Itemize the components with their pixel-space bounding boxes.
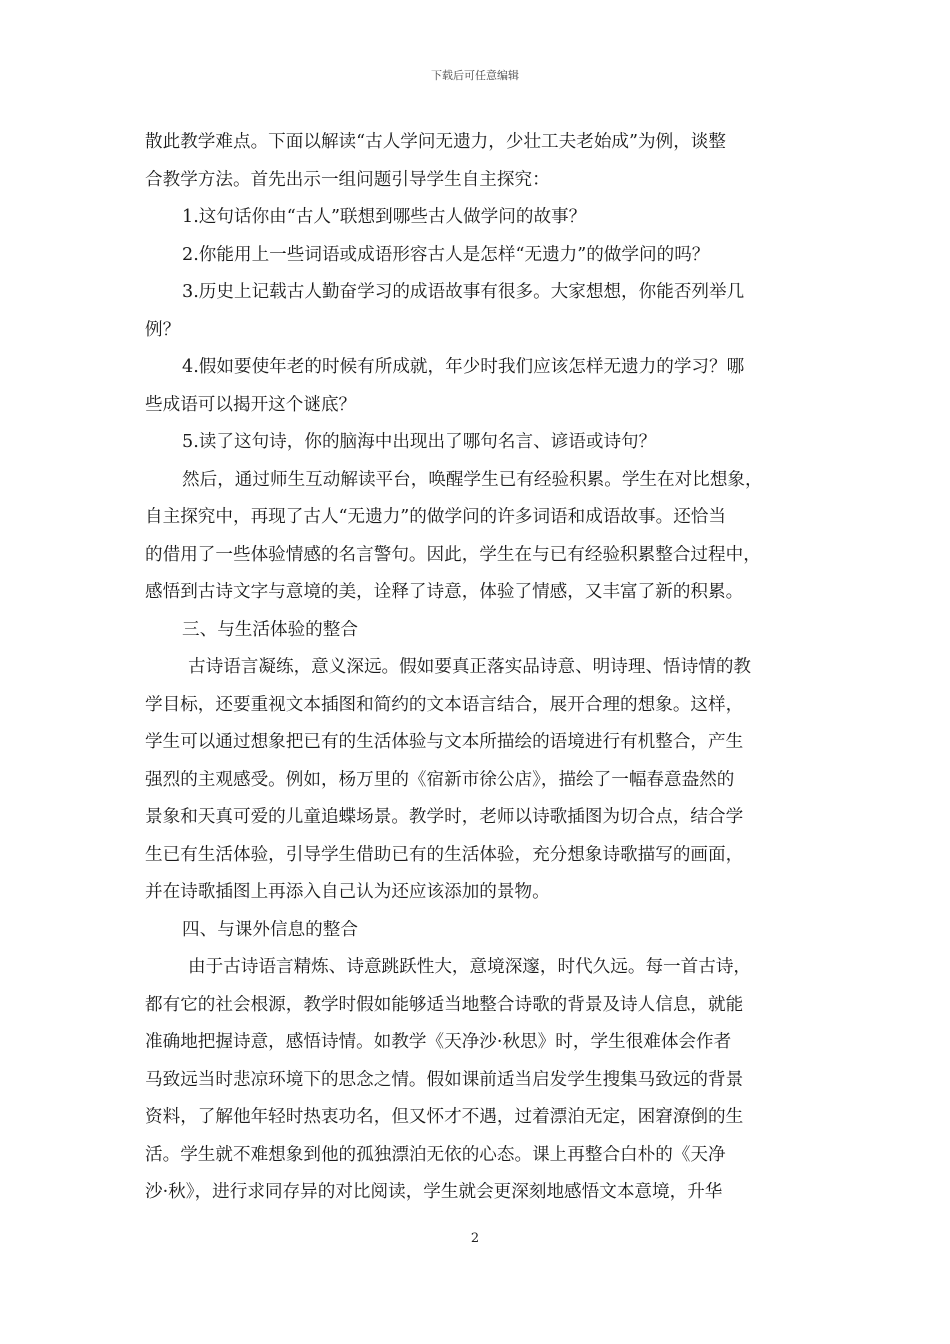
section-heading: 四、与课外信息的整合 xyxy=(182,919,358,940)
text-line: 景象和天真可爱的儿童追蝶场景。教学时，老师以诗歌插图为切合点，结合学 xyxy=(145,807,744,827)
text-line: 学目标，还要重视文本插图和简约的文本语言结合，展开合理的想象。这样， xyxy=(145,694,744,715)
document-body xyxy=(145,124,807,1212)
text-line: 沙·秋》，进行求同存异的对比阅读，学生就会更深刻地感悟文本意境，升华 xyxy=(145,1182,723,1202)
paragraph-start: 古诗语言凝练，意义深远。假如要真正落实品诗意、明诗理、悟诗情的教 xyxy=(188,657,752,677)
text-line: 资料，了解他年轻时热衷功名，但又怀才不遇，过着漂泊无定，困窘潦倒的生 xyxy=(145,1107,744,1127)
text-line: 合教学方法。首先出示一组问题引导学生自主探究： xyxy=(145,169,550,190)
text-line: 活。学生就不难想象到他的孤独漂泊无依的心态。课上再整合白朴的《天净 xyxy=(145,1144,726,1165)
text-line: 些成语可以揭开这个谜底？ xyxy=(145,394,357,415)
text-line: 准确地把握诗意，感悟诗情。如教学《天净沙·秋思》时，学生很难体会作者 xyxy=(145,1032,732,1052)
text-line: 强烈的主观感受。例如，杨万里的《宿新市徐公店》，描绘了一幅春意盎然的 xyxy=(145,769,735,790)
page-number: 2 xyxy=(470,1231,480,1246)
text-line: 生已有生活体验，引导学生借助已有的生活体验，充分想象诗歌描写的画面， xyxy=(145,844,744,865)
question-item: 2.你能用上一些词语或成语形容古人是怎样“无遗力”的做学问的吗？ xyxy=(182,244,710,265)
section-heading: 三、与生活体验的整合 xyxy=(182,619,358,640)
text-line: 并在诗歌插图上再添入自己认为还应该添加的景物。 xyxy=(145,882,550,902)
text-line: 散此教学难点。下面以解读“古人学问无遗力，少壮工夫老始成”为例，谈整 xyxy=(145,132,726,152)
question-item: 1.这句话你由“古人”联想到哪些古人做学问的故事？ xyxy=(182,207,587,227)
paragraph-start: 然后，通过师生互动解读平台，唤醒学生已有经验积累。学生在对比想象， xyxy=(182,469,763,490)
paragraph-start: 由于古诗语言精炼、诗意跳跃性大，意境深邃，时代久远。每一首古诗， xyxy=(188,957,752,977)
question-item: 3.历史上记载古人勤奋学习的成语故事有很多。大家想想，你能否列举几 xyxy=(182,282,745,302)
text-line: 的借用了一些体验情感的名言警句。因此，学生在与已有经验积累整合过程中， xyxy=(145,544,761,565)
text-line: 学生可以通过想象把已有的生活体验与文本所描绘的语境进行有机整合，产生 xyxy=(145,732,744,752)
text-line: 自主探究中，再现了古人“无遗力”的做学问的许多词语和成语故事。还恰当 xyxy=(145,507,726,527)
text-line: 马致远当时悲凉环境下的思念之情。假如课前适当启发学生搜集马致远的背景 xyxy=(145,1069,744,1090)
question-item: 4.假如要使年老的时候有所成就，年少时我们应该怎样无遗力的学习？哪 xyxy=(182,357,745,377)
page-header: 下载后可任意编辑 xyxy=(431,69,519,82)
question-item: 5.读了这句诗，你的脑海中出现出了哪句名言、谚语或诗句？ xyxy=(182,432,657,452)
text-line: 都有它的社会根源，教学时假如能够适当地整合诗歌的背景及诗人信息，就能 xyxy=(145,994,744,1015)
text-line: 例？ xyxy=(145,319,181,340)
text-line: 感悟到古诗文字与意境的美，诠释了诗意，体验了情感，又丰富了新的积累。 xyxy=(145,582,744,602)
